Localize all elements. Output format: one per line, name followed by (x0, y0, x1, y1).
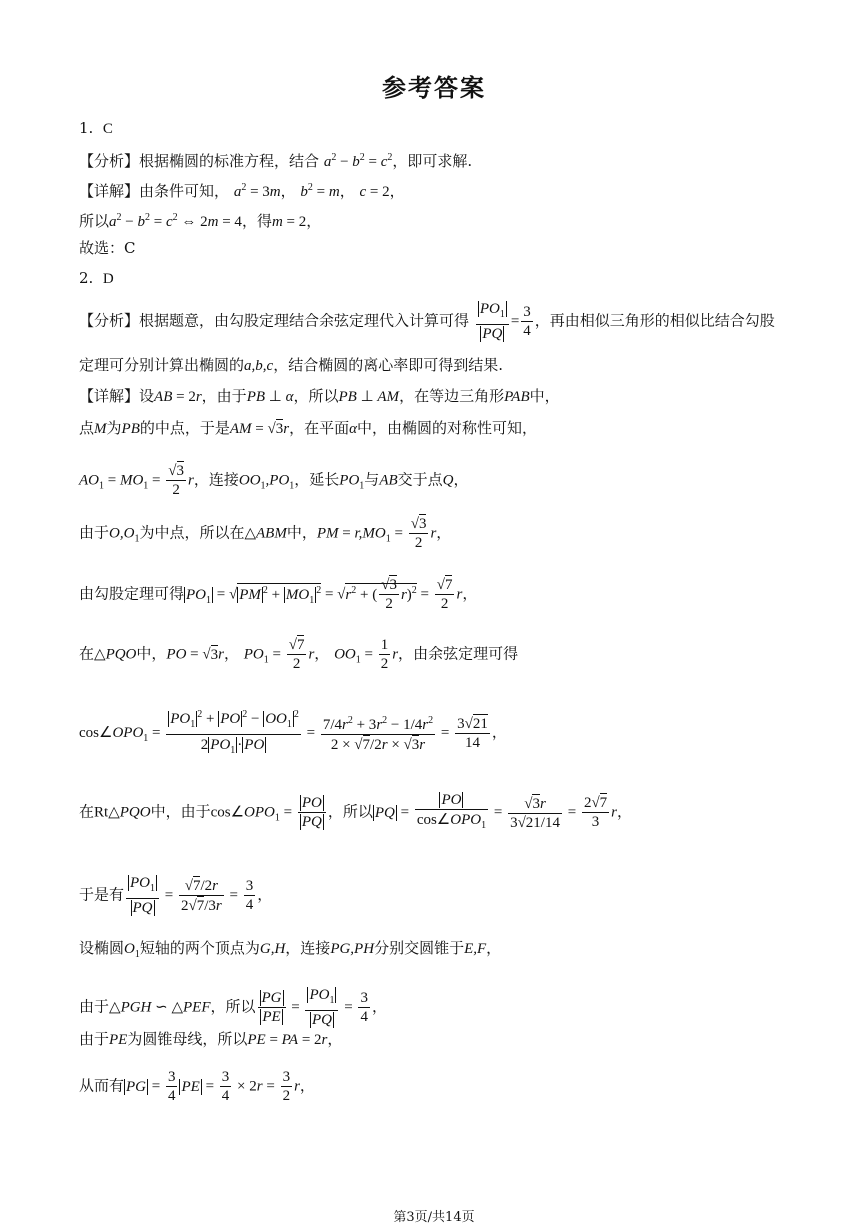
q2-d8b: 中，由于 (150, 802, 211, 821)
q2-d5a: 由勾股定理可得 (79, 584, 185, 603)
q2-d11b: ，所以 (210, 997, 256, 1016)
q2-d4a: 由于 (79, 523, 110, 542)
q2-d3b: ，延长 (294, 470, 340, 489)
q2-header (79, 268, 114, 289)
q1-conclusion: 故选：C (79, 239, 136, 257)
q2-detail-line4: 由于$O,O_1$为中点，所以在△ABM中，PM = $r,MO_1$ = $\frac{√3}{2}$ r， (79, 516, 452, 551)
q2-answer: D (102, 271, 114, 287)
q2-d9a: 于是有 (79, 885, 125, 904)
q2-d8a: 在 (79, 802, 95, 821)
q2-d4b: 为中点，所以在 (139, 523, 245, 542)
q2-detail-line1: 【详解】设AB = 2r，由于PB ⊥ α，所以PB ⊥ AM，在等边三角形PAB中， (79, 387, 560, 405)
q2-detail-line9: 于是有 $\frac{PO_1}{PQ}$ = $\frac{√7/2r}{2√7/3r}$ = $\frac{3}{4}$ ， (79, 875, 273, 916)
q1-so-text: 所以 (79, 212, 110, 230)
q1-analysis: 【分析】根据椭圆的标准方程，结合 $a^2 - b^2 = c^2$，即可求解. (79, 152, 473, 170)
q2-d6c: 由余弦定理可得 (413, 644, 519, 663)
q2-detail-line8: 在Rt△PQO中，由于$\cos\angle OPO_1$ = $\frac{PO}{PQ}$ ，所以 PQ = $\frac{PO}{\cos\angle OPO_1}$ = $\frac{√3r}{3√21/14}$ = $\frac{2√7}{3}$ r， (79, 792, 633, 831)
q2-detail-tag: 【详解】 (79, 387, 140, 405)
q2-d2c: 的中点，于是 (139, 419, 230, 437)
q1-detail-tag: 【详解】 (79, 182, 140, 200)
q1-analysis-text: 根据椭圆的标准方程，结合 (139, 152, 320, 170)
q2-d3d: 交于点 (397, 470, 443, 489)
q2-d12a: 由于 (79, 1030, 110, 1048)
q1-analysis-tag: 【分析】 (79, 152, 140, 170)
q2-detail-line3: $AO_1 = MO_1$ = $\frac{√3}{2}$ r，连接$OO_1,PO_1$，延长$PO_1$与AB交于点Q， (79, 463, 469, 498)
q2-d1a: 设 (139, 387, 155, 405)
q2-number: 2. (79, 269, 94, 287)
q2-detail-line10: 设椭圆$O_1$短轴的两个顶点为G,H，连接PG,PH分别交圆锥于E,F， (79, 939, 502, 960)
q1-number: 1. (79, 119, 94, 137)
q2-analysis-tag: 【分析】 (79, 311, 140, 330)
q2-detail-line2: 点M为PB的中点，于是AM = √3r，在平面α中，由椭圆的对称性可知， (79, 419, 537, 437)
q1-header (79, 118, 113, 139)
q1-detail-text: 由条件可知， (139, 182, 230, 200)
q1-answer: C (102, 121, 113, 137)
q2-d3c: 与 (364, 470, 380, 489)
q2-d3a: ，连接 (193, 470, 239, 489)
q2-d6b: 中， (136, 644, 167, 663)
q2-d4c: 中， (286, 523, 317, 542)
q2-detail-line6: 在△PQO中，PO = √3r， $PO_1$ = $\frac{√7}{2}$ r， $OO_1$ = $\frac{1}{2}$ r，由余弦定理可得 (79, 637, 519, 672)
q2-d6a: 在 (79, 644, 95, 663)
q2-d1d: ，在等边三角形 (399, 387, 505, 405)
q2-d12b: 为圆锥母线，所以 (127, 1030, 248, 1048)
q2-detail-line11: 由于△PGH ∽ △PEF，所以 $\frac{PG}{PE}$ = $\frac{PO_1}{PQ}$ = $\frac{3}{4}$ ， (79, 987, 387, 1028)
q2-analysis-line2: 定理可分别计算出椭圆的a,b,c，结合椭圆的离心率即可得到结果. (79, 356, 503, 374)
page-footer: 第3页/共14页 (393, 1210, 475, 1225)
q2-analysis-b: ，再由相似三角形的相似比结合勾股 (534, 311, 775, 330)
q1-get-text: ，得 (241, 212, 272, 230)
q1-analysis-end: ，即可求解. (392, 152, 473, 170)
q2-detail-line5: 由勾股定理可得 $PO_1$ = √ PM $^2 + MO_1^2 = √r^2$ + ( $\frac{√3}{2}$ r)$^2$ = $\frac{√7}{2}$ r， (79, 577, 478, 612)
q2-detail-line7: $\cos\angle OPO_1$ = $\frac{PO_1^2 + PO ^2 - OO_1^2}{2 PO_1 \cdot PO}$ = $\frac{7/4r^2 + 3r^2 - 1/4r^2}{2 \times √7/2r \times √3r}$ = $\frac{3√21}{14}$ ， (79, 706, 507, 760)
q2-analysis-d: ，结合椭圆的离心率即可得到结果. (273, 356, 503, 374)
q2-d10c: ，连接 (285, 939, 331, 957)
q2-d11a: 由于 (79, 997, 110, 1016)
q2-d1b: ，由于 (201, 387, 247, 405)
q2-d2b: 为 (106, 419, 122, 437)
q2-analysis-c: 定理可分别计算出椭圆的 (79, 356, 245, 374)
q2-d10a: 设椭圆 (79, 939, 125, 957)
q2-d2e: 中，由椭圆的对称性可知， (356, 419, 537, 437)
q2-detail-line13: 从而有 PG = $\frac{3}{4}$ PE = $\frac{3}{4}$ × 2r = $\frac{3}{2}$ r， (79, 1069, 315, 1104)
q2-d8c: ，所以 (327, 802, 373, 821)
q1-detail: 【详解】由条件可知， $a^2 = 3m$， $b^2 = m$， c = 2， (79, 182, 405, 200)
q2-d2d: ，在平面 (289, 419, 350, 437)
q2-detail-line12: 由于PE为圆锥母线，所以PE = PA = 2r， (79, 1030, 343, 1048)
q2-d2a: 点 (79, 419, 95, 437)
q2-analysis-a: 根据题意，由勾股定理结合余弦定理代入计算可得 (139, 311, 470, 330)
page-title: 参考答案 (382, 74, 486, 102)
q2-d1c: ，所以 (293, 387, 339, 405)
q2-analysis-line1: 【分析】根据题意，由勾股定理结合余弦定理代入计算可得 $\frac{PO_1}{PQ}$ = $\frac{3}{4}$ ，再由相似三角形的相似比结合勾股 (79, 301, 775, 342)
q2-d13a: 从而有 (79, 1076, 125, 1095)
q2-d1e: 中， (529, 387, 560, 405)
q1-so: 所以$a^2 - b^2 = c^2$ ⇔ 2m = 4，得m = 2， (79, 212, 322, 230)
q2-d10d: 分别交圆锥于 (374, 939, 465, 957)
q2-d10b: 短轴的两个顶点为 (139, 939, 260, 957)
